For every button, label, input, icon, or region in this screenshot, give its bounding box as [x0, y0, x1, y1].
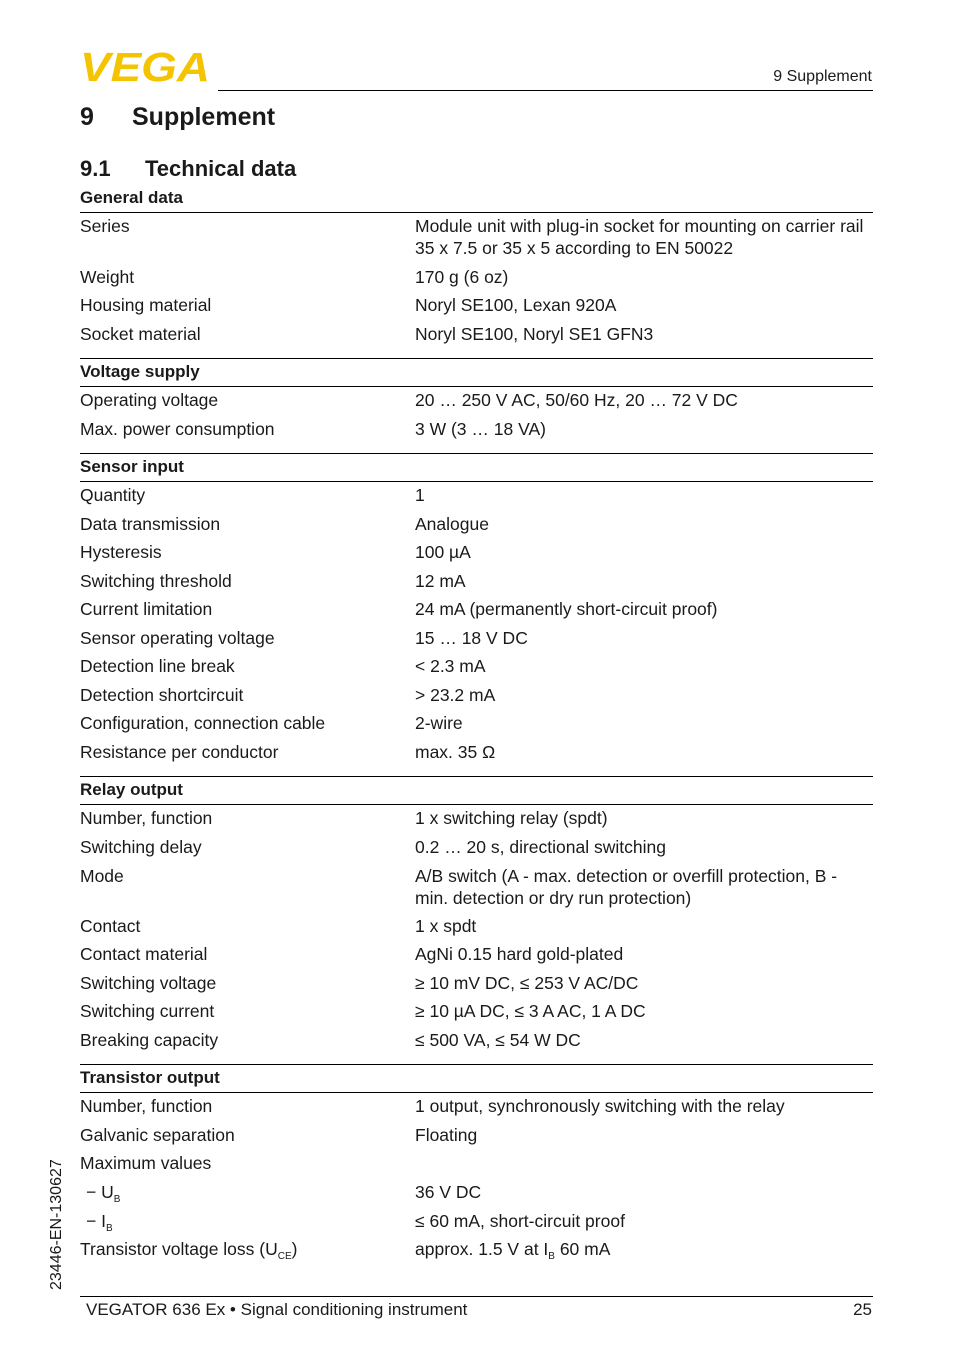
- sensor-operating-voltage-value: 15 … 18 V DC: [415, 628, 528, 648]
- data-transmission-label: Data transmission: [80, 514, 221, 534]
- weight-value: 170 g (6 oz): [415, 267, 509, 287]
- voltage-loss-label-text: Transistor voltage loss (U: [80, 1239, 278, 1259]
- voltage-loss-value-subscript: B: [548, 1251, 555, 1262]
- ub-value: 36 V DC: [415, 1182, 482, 1202]
- quantity-label: Quantity: [80, 485, 146, 505]
- voltage-loss-label-subscript: CE: [277, 1251, 292, 1262]
- transistor-output-title: Transistor output: [80, 1068, 220, 1087]
- ub-label: [86, 1181, 120, 1203]
- quantity-value: 1: [415, 485, 425, 505]
- chapter-heading: [80, 103, 275, 132]
- relay-output-rule: [80, 804, 873, 805]
- housing-material-label: Housing material: [80, 295, 212, 315]
- chapter-title: Supplement: [132, 103, 276, 131]
- switching-delay-value: 0.2 … 20 s, directional switching: [415, 837, 666, 857]
- sensor-input-title: Sensor input: [80, 457, 184, 476]
- housing-material-value: Noryl SE100, Lexan 920A: [415, 295, 617, 315]
- power-consumption-label: Max. power consumption: [80, 419, 275, 439]
- socket-material-label: Socket material: [80, 324, 201, 344]
- vega-logo: [80, 50, 212, 84]
- voltage-loss-label-suffix: ): [291, 1239, 298, 1259]
- shortcircuit-label: Detection shortcircuit: [80, 685, 244, 705]
- page-number: 25: [853, 1300, 872, 1319]
- contact-material-value: AgNi 0.15 hard gold-plated: [415, 944, 624, 964]
- voltage-supply-rule: [80, 386, 873, 387]
- data-transmission-value: Analogue: [415, 514, 489, 534]
- current-limitation-label: Current limitation: [80, 599, 213, 619]
- hysteresis-value: 100 µA: [415, 542, 471, 562]
- voltage-loss-label: [80, 1238, 297, 1260]
- document-code: 23446-EN-130627: [48, 1159, 65, 1290]
- footer-product-title: VEGATOR 636 Ex • Signal conditioning instrument: [86, 1300, 468, 1319]
- voltage-loss-value-text: approx. 1.5 V at I: [415, 1239, 549, 1259]
- header-rule: [218, 90, 873, 91]
- transistor-output-top-rule: [80, 1064, 873, 1065]
- ib-label: [86, 1210, 113, 1232]
- voltage-supply-title: Voltage supply: [80, 362, 200, 381]
- power-consumption-value: 3 W (3 … 18 VA): [415, 419, 546, 439]
- connection-cable-value: 2-wire: [415, 713, 463, 733]
- contact-material-label: Contact material: [80, 944, 208, 964]
- mode-value: A/B switch (A - max. detection or overfill protection, B - min. detection or dry run protection): [415, 866, 838, 908]
- switching-voltage-value: ≥ 10 mV DC, ≤ 253 V AC/DC: [415, 973, 639, 993]
- contact-value: 1 x spdt: [415, 916, 477, 936]
- general-data-title: General data: [80, 188, 183, 207]
- header-section-label: 9 Supplement: [773, 68, 872, 85]
- hysteresis-label: Hysteresis: [80, 542, 162, 562]
- galvanic-separation-value: Floating: [415, 1125, 478, 1145]
- ub-label-text: − U: [86, 1182, 114, 1202]
- galvanic-separation-label: Galvanic separation: [80, 1125, 235, 1145]
- operating-voltage-value: 20 … 250 V AC, 50/60 Hz, 20 … 72 V DC: [415, 390, 738, 410]
- series-value: Module unit with plug-in socket for mounting on carrier rail 35 x 7.5 or 35 x 5 according to EN 50022: [415, 216, 864, 258]
- switching-threshold-value: 12 mA: [415, 571, 466, 591]
- contact-label: Contact: [80, 916, 141, 936]
- switching-current-value: ≥ 10 µA DC, ≤ 3 A AC, 1 A DC: [415, 1001, 646, 1021]
- footer-rule: [80, 1296, 873, 1297]
- general-data-rule: [80, 212, 873, 213]
- sensor-operating-voltage-label: Sensor operating voltage: [80, 628, 275, 648]
- shortcircuit-value: > 23.2 mA: [415, 685, 496, 705]
- sensor-input-rule: [80, 481, 873, 482]
- transistor-function-value: 1 output, synchronously switching with the relay: [415, 1096, 785, 1116]
- breaking-capacity-label: Breaking capacity: [80, 1030, 219, 1050]
- voltage-loss-value: [415, 1238, 865, 1260]
- relay-output-title: Relay output: [80, 780, 183, 799]
- maximum-values-label: Maximum values: [80, 1153, 212, 1173]
- series-label: Series: [80, 216, 130, 236]
- switching-threshold-label: Switching threshold: [80, 571, 232, 591]
- subchapter-title: Technical data: [145, 156, 297, 181]
- switching-voltage-label: Switching voltage: [80, 973, 217, 993]
- transistor-output-rule: [80, 1092, 873, 1093]
- subchapter-heading: [80, 156, 296, 182]
- chapter-number: 9: [80, 103, 94, 131]
- resistance-value: max. 35 Ω: [415, 742, 496, 762]
- resistance-label: Resistance per conductor: [80, 742, 279, 762]
- switching-delay-label: Switching delay: [80, 837, 202, 857]
- current-limitation-value: 24 mA (permanently short-circuit proof): [415, 599, 718, 619]
- subchapter-number: 9.1: [80, 156, 111, 181]
- relay-output-top-rule: [80, 776, 873, 777]
- operating-voltage-label: Operating voltage: [80, 390, 219, 410]
- switching-current-label: Switching current: [80, 1001, 215, 1021]
- ib-label-subscript: B: [105, 1223, 113, 1234]
- relay-function-label: Number, function: [80, 808, 213, 828]
- line-break-value: < 2.3 mA: [415, 656, 486, 676]
- transistor-function-label: Number, function: [80, 1096, 213, 1116]
- connection-cable-label: Configuration, connection cable: [80, 713, 326, 733]
- relay-function-value: 1 x switching relay (spdt): [415, 808, 608, 828]
- breaking-capacity-value: ≤ 500 VA, ≤ 54 W DC: [415, 1030, 581, 1050]
- voltage-supply-top-rule: [80, 358, 873, 359]
- line-break-label: Detection line break: [80, 656, 235, 676]
- sensor-input-top-rule: [80, 453, 873, 454]
- ib-label-text: − I: [86, 1211, 106, 1231]
- weight-label: Weight: [80, 267, 135, 287]
- vega-logo-text: VEGA: [80, 50, 210, 84]
- voltage-loss-value-suffix: 60 mA: [554, 1239, 611, 1259]
- socket-material-value: Noryl SE100, Noryl SE1 GFN3: [415, 324, 654, 344]
- ub-label-subscript: B: [113, 1194, 121, 1205]
- ib-value: ≤ 60 mA, short-circuit proof: [415, 1211, 625, 1231]
- mode-label: Mode: [80, 866, 124, 886]
